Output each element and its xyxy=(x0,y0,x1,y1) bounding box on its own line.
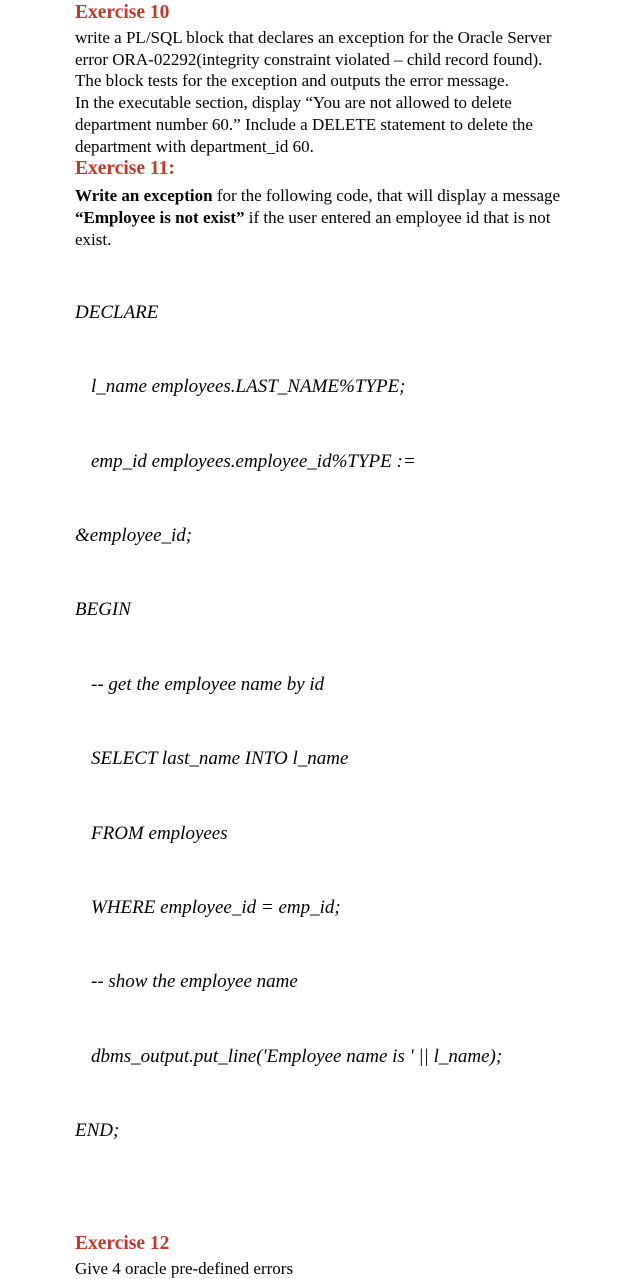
exercise-11-bold-phrase: Write an exception xyxy=(75,186,213,206)
exercise-11-text-2: if the user entered an employee id that is not exist. xyxy=(75,207,551,249)
exercise-11-title: Exercise 11: xyxy=(75,158,175,180)
code-line-begin: BEGIN xyxy=(75,599,131,621)
code-block xyxy=(75,251,625,1193)
code-line-from: FROM employees xyxy=(91,822,228,844)
exercise-10-paragraph-2: In the executable section, display “You are not allowed to delete department number 60.” Include a DELETE statement to delete the department with department_id 60. xyxy=(75,93,533,156)
code-line-lname-decl: l_name employees.LAST_NAME%TYPE; xyxy=(91,376,406,398)
code-line-empid-decl: emp_id employees.employee_id%TYPE := xyxy=(91,450,416,472)
code-line-comment-2: -- show the employee name xyxy=(91,971,298,993)
code-line-comment-1: -- get the employee name by id xyxy=(91,673,325,695)
code-line-declare: DECLARE xyxy=(75,301,159,323)
exercise-12-title: Exercise 12 xyxy=(75,1232,170,1254)
code-line-output: dbms_output.put_line('Employee name is ' || l_name); xyxy=(91,1045,503,1067)
exercise-10-paragraph-1: write a PL/SQL block that declares an exception for the Oracle Server error ORA-02292(integrity constraint violated – child record found). The block tests for the exception and outputs the error message. xyxy=(75,28,552,91)
exercise-12-text: Give 4 oracle pre-defined errors xyxy=(75,1258,294,1278)
exercise-11-bold-message: “Employee is not exist” xyxy=(75,207,245,227)
exercise-11-paragraph xyxy=(75,185,565,250)
code-line-end: END; xyxy=(75,1120,120,1142)
document-page xyxy=(75,0,625,1279)
exercise-10-title: Exercise 10 xyxy=(75,2,170,23)
code-line-select: SELECT last_name INTO l_name xyxy=(91,748,349,770)
spacer xyxy=(75,1194,625,1232)
code-line-where: WHERE employee_id = emp_id; xyxy=(91,897,341,919)
exercise-11-text-1: for the following code, that will display a message xyxy=(212,186,561,206)
code-line-empid-sub: &employee_id; xyxy=(75,525,193,547)
